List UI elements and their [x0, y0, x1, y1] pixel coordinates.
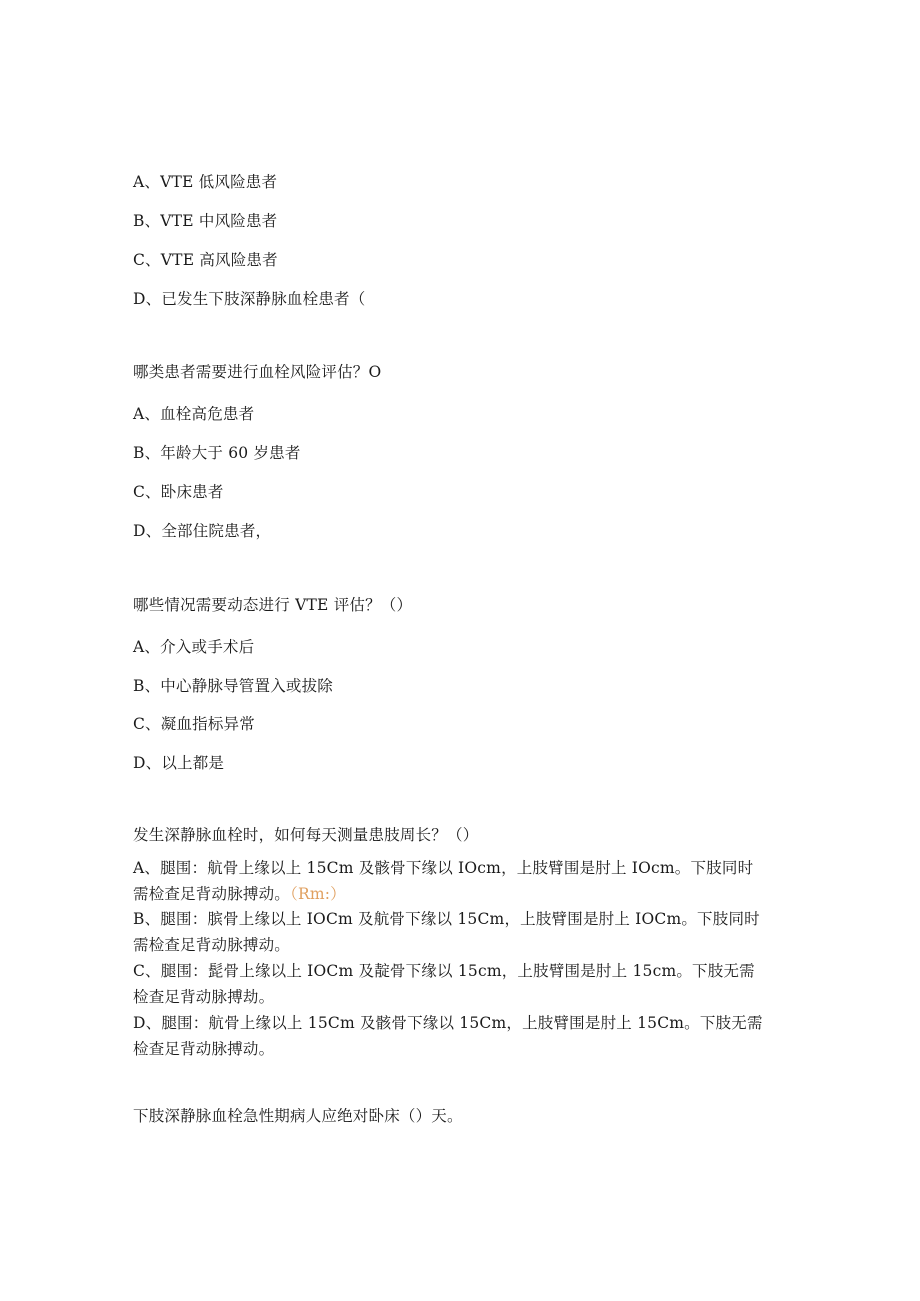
answer-note: （Rm:） [290, 885, 346, 903]
q1-option-b: B、VTE 中风险患者 [133, 212, 278, 230]
q1-option-c: C、VTE 高风险患者 [133, 251, 278, 269]
q4-option-b-line2: 需检查足背动脉搏动。 [133, 936, 291, 954]
q1-option-d: D、已发生下肢深静脉血栓患者（ [133, 290, 366, 308]
q4-option-a-line2-text: 需检查足背动脉搏动。 [133, 885, 291, 903]
q5-question: 下肢深静脉血栓急性期病人应绝对卧床（）天。 [133, 1107, 463, 1125]
q2-option-c: C、卧床患者 [133, 483, 224, 501]
q3-option-d: D、以上都是 [133, 754, 225, 772]
q2-option-b: B、年龄大于 60 岁患者 [133, 444, 301, 462]
q4-option-c-line2: 检查足背动脉搏劫。 [133, 988, 275, 1006]
q4-option-a-line1: A、腿围：航骨上缘以上 15Cm 及骸骨下缘以 IOcm，上肢臂围是肘上 IOcm。下肢同时 [133, 859, 754, 877]
q2-option-a: A、血栓高危患者 [133, 405, 255, 423]
q4-option-c-line1: C、腿围：髭骨上缘以上 IOCm 及靛骨下缘以 15cm，上肢臂围是肘上 15cm。下肢无需 [133, 962, 755, 980]
q4-question: 发生深静脉血栓时，如何每天测量患肢周长？（） [133, 826, 479, 844]
q3-question: 哪些情况需要动态进行 VTE 评估？（） [133, 596, 413, 614]
q3-option-c: C、凝血指标异常 [133, 715, 255, 733]
q4-option-a-line2 [133, 884, 346, 904]
q2-option-d: D、全部住院患者， [133, 522, 272, 540]
q1-option-a: A、VTE 低风险患者 [133, 173, 278, 191]
q4-option-d-line1: D、腿围：航骨上缘以上 15Cm 及骸骨下缘以 15Cm，上肢臂围是肘上 15Cm。下肢无需 [133, 1014, 763, 1032]
q3-option-a: A、介入或手术后 [133, 638, 255, 656]
q4-option-b-line1: B、腿围：膑骨上缘以上 IOCm 及航骨下缘以 15Cm，上肢臂围是肘上 IOCm。下肢同时 [133, 910, 760, 928]
q3-option-b: B、中心静脉导管置入或拔除 [133, 677, 333, 695]
q4-option-d-line2: 检查足背动脉搏动。 [133, 1040, 275, 1058]
q2-question: 哪类患者需要进行血栓风险评估？O [133, 363, 382, 381]
